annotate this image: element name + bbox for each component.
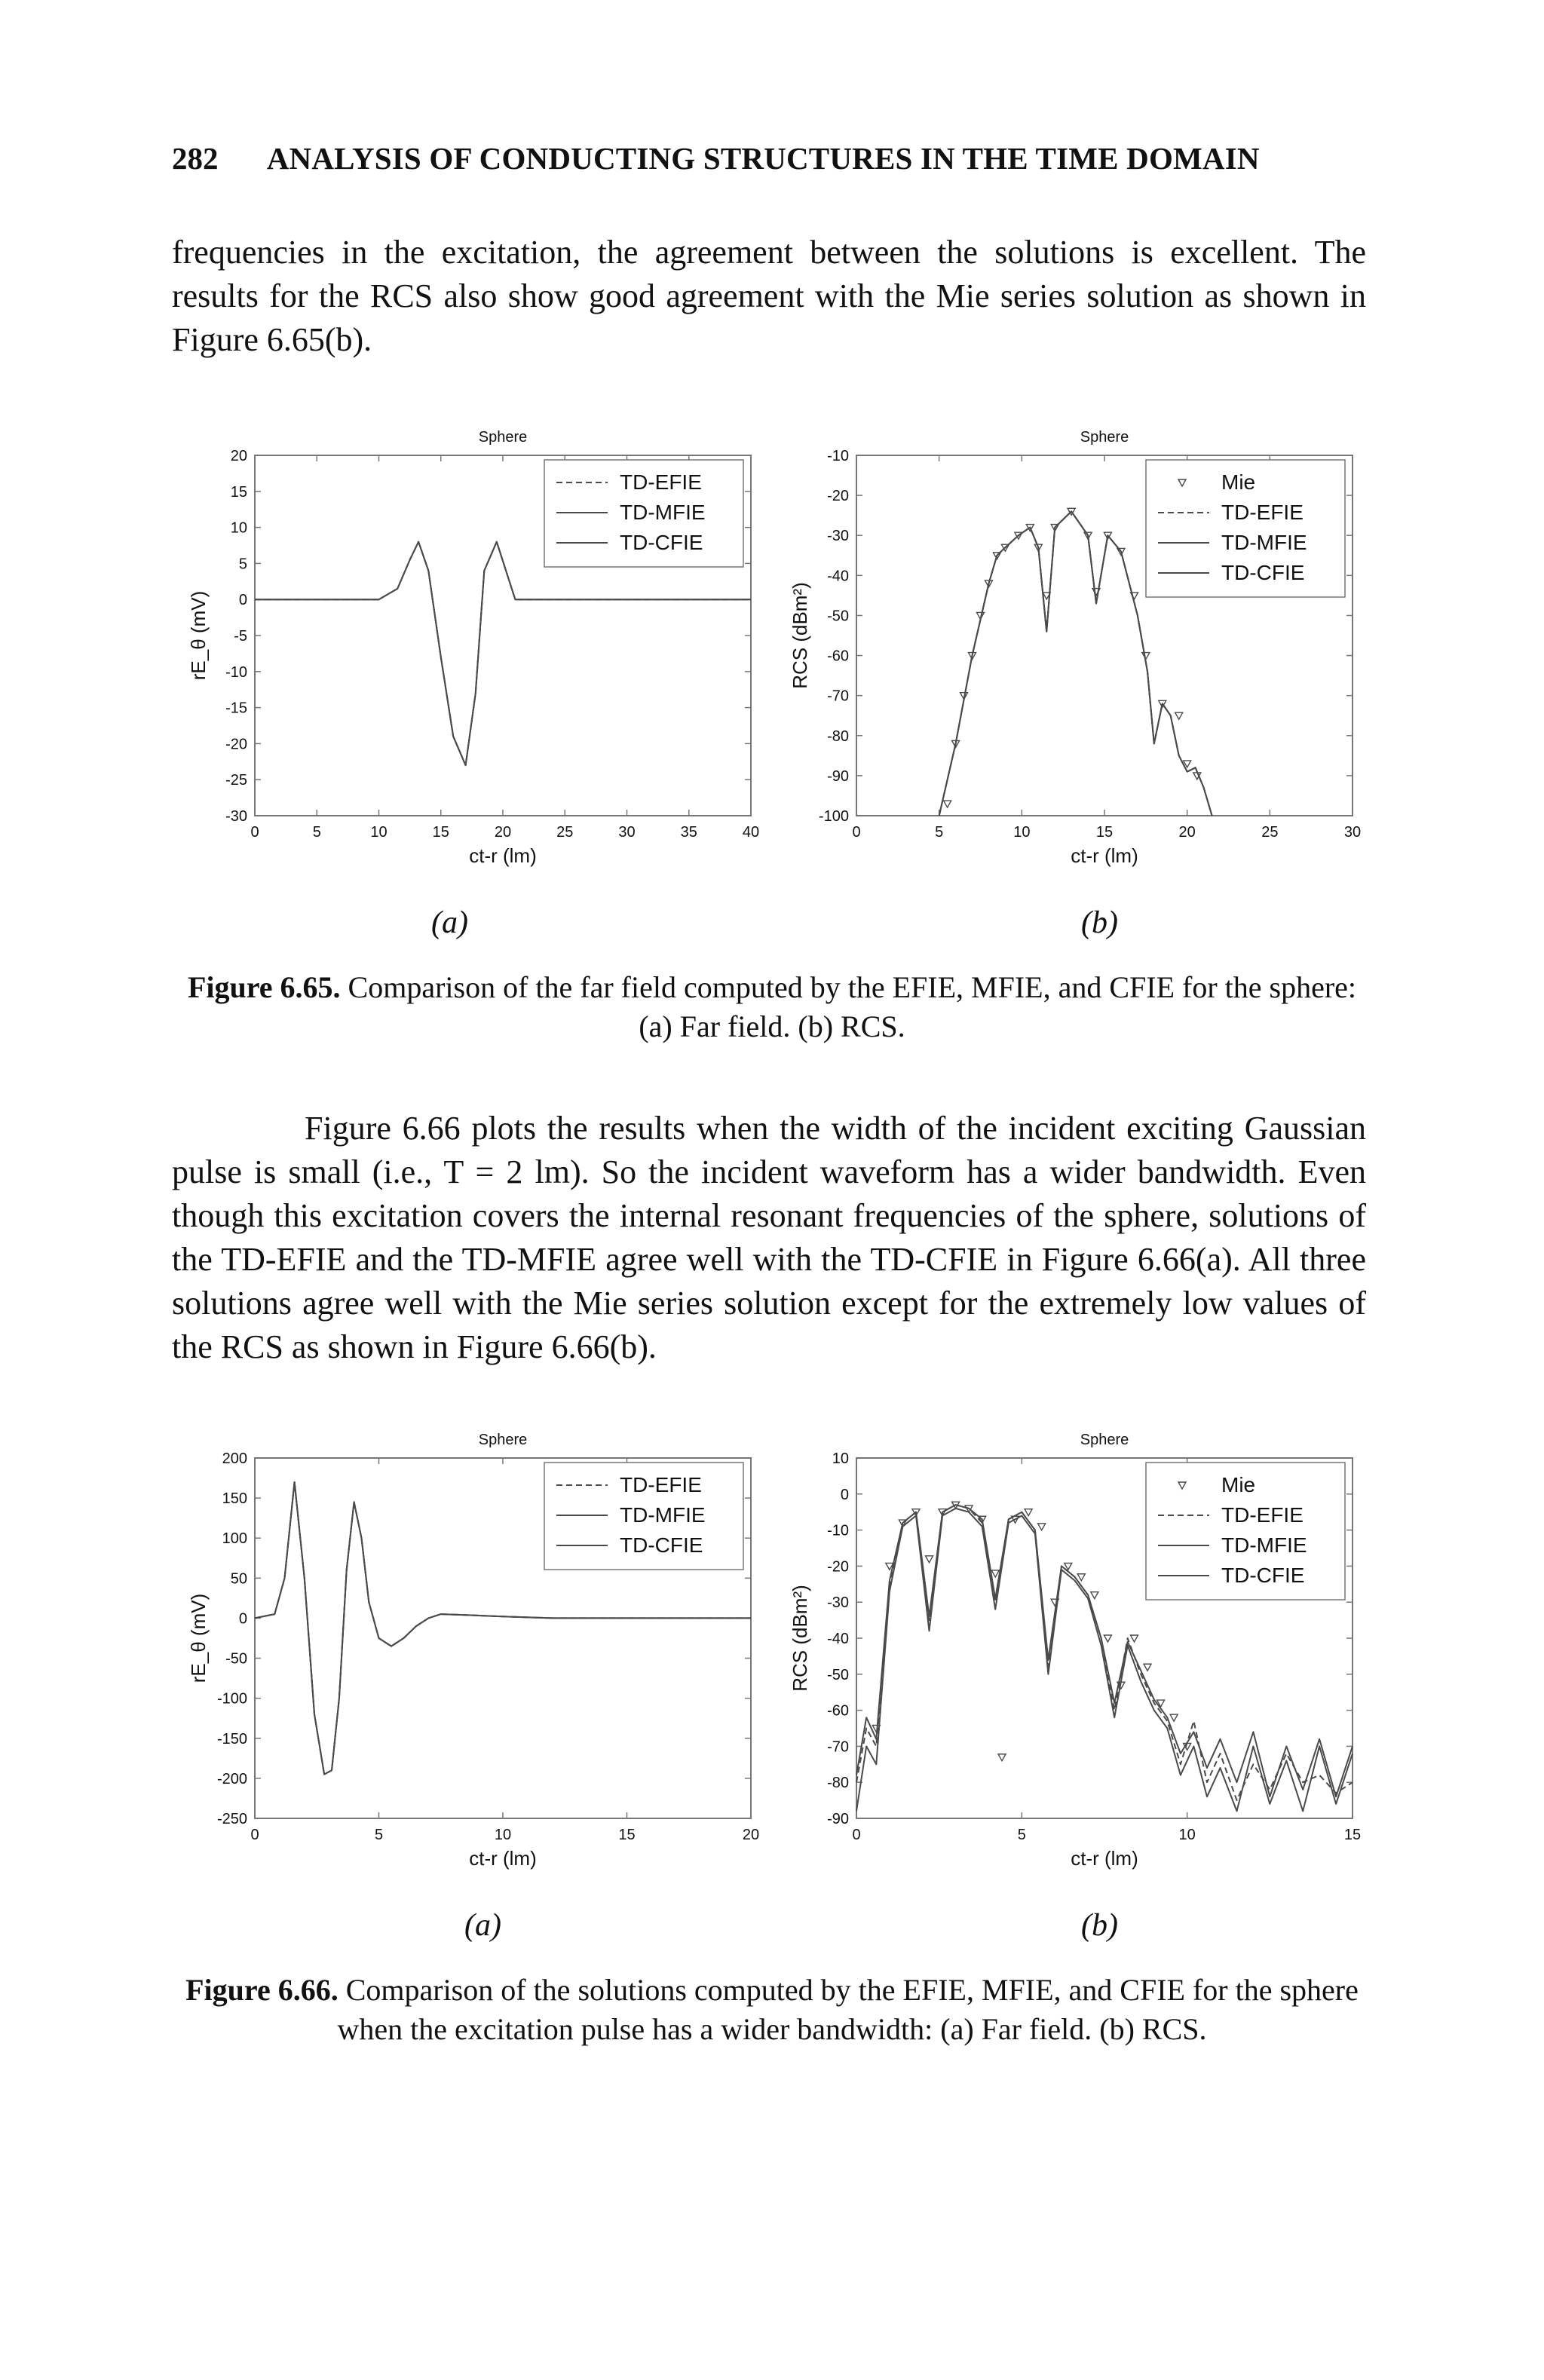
- y-tick-label: 200: [222, 1450, 247, 1467]
- x-tick-label: 30: [618, 824, 636, 841]
- running-title: ANALYSIS OF CONDUCTING STRUCTURES IN THE TIME DOMAIN: [266, 141, 1260, 176]
- y-tick-label: -150: [216, 1730, 247, 1747]
- x-tick-label: 10: [370, 824, 388, 841]
- y-tick-label: -30: [225, 808, 247, 825]
- figure-665-caption-text: Comparison of the far field computed by the EFIE, MFIE, and CFIE for the sphere: (a) Far field. (b) RCS.: [340, 970, 1357, 1043]
- legend-label-td-mfie: TD-MFIE: [620, 1503, 706, 1527]
- y-axis-label: rE_θ (mV): [187, 1593, 210, 1683]
- y-tick-label: -60: [827, 1702, 849, 1720]
- legend-label-td-mfie: TD-MFIE: [1221, 531, 1307, 554]
- figure-665-caption: [181, 968, 1363, 1046]
- y-tick-label: -40: [827, 1631, 849, 1647]
- legend-label-td-efie: TD-EFIE: [620, 1473, 702, 1496]
- x-tick-label: 15: [1343, 1827, 1362, 1843]
- y-tick-label: 0: [238, 1610, 247, 1628]
- y-tick-label: 100: [222, 1530, 247, 1548]
- y-tick-label: -80: [827, 727, 849, 745]
- legend-label-td-efie: TD-EFIE: [1221, 501, 1304, 524]
- y-tick-label: -250: [216, 1811, 247, 1827]
- mie-marker: [1170, 1714, 1178, 1721]
- y-tick-label: -90: [827, 1811, 849, 1827]
- y-tick-label: 10: [230, 519, 247, 537]
- x-tick-label: 10: [1178, 1827, 1196, 1843]
- y-tick-label: -15: [225, 700, 247, 717]
- y-tick-label: -30: [827, 1594, 849, 1612]
- x-tick-label: 20: [1178, 824, 1196, 841]
- x-tick-label: 40: [742, 824, 760, 841]
- mie-marker: [991, 1570, 999, 1577]
- y-tick-label: 5: [238, 556, 247, 573]
- x-tick-label: 5: [935, 824, 944, 841]
- y-axis-label: rE_θ (mV): [187, 590, 210, 681]
- mie-marker: [944, 801, 951, 807]
- x-tick-label: 0: [250, 824, 259, 841]
- y-tick-label: -100: [216, 1690, 247, 1708]
- x-tick-label: 5: [1017, 1827, 1026, 1843]
- y-tick-label: -60: [827, 648, 849, 665]
- y-tick-label: -20: [827, 488, 849, 505]
- y-tick-label: -10: [827, 1522, 849, 1539]
- y-tick-label: -10: [827, 448, 849, 464]
- figure-666-caption: [181, 1971, 1363, 2049]
- chart-svg-fig665b: [764, 407, 1368, 897]
- body-paragraph-2: Figure 6.66 plots the results when the width of the incident exciting Gaussian pulse is small (i.e., T = 2 lm). So the incident waveform has a wider bandwidth. Even though this excitation covers the internal resonant frequencies of the sphere, solutions of the TD-EFIE and the TD-MFIE agree well with the TD-CFIE in Figure 6.66(a). All three solutions agree well with the Mie series solution except for the extremely low values of the RCS as shown in Figure 6.66(b).: [172, 1110, 1366, 1365]
- x-tick-label: 0: [852, 824, 861, 841]
- mie-marker: [1025, 1509, 1032, 1516]
- x-tick-label: 15: [1095, 824, 1114, 841]
- y-tick-label: -20: [225, 736, 247, 753]
- y-tick-label: -10: [225, 663, 247, 681]
- x-tick-label: 35: [680, 824, 697, 841]
- x-tick-label: 5: [374, 1827, 384, 1843]
- y-tick-label: 0: [840, 1486, 849, 1503]
- chart-title: Sphere: [1080, 1432, 1129, 1448]
- chart-svg-fig665a: [163, 407, 766, 897]
- x-tick-label: 5: [312, 824, 321, 841]
- y-tick-label: -100: [818, 808, 849, 825]
- legend-label-td-mfie: TD-MFIE: [620, 501, 706, 524]
- y-tick-label: -70: [827, 688, 849, 705]
- series-line-td-cfie: [255, 542, 751, 765]
- x-tick-label: 0: [852, 1827, 861, 1843]
- x-tick-label: 10: [494, 1827, 512, 1843]
- y-tick-label: -70: [827, 1738, 849, 1756]
- mie-marker: [1038, 1524, 1046, 1530]
- y-axis-label: RCS (dBm²): [789, 582, 811, 689]
- y-tick-label: 10: [832, 1450, 849, 1467]
- mie-marker: [926, 1556, 933, 1563]
- subfigure-label-665b: (b): [1081, 905, 1118, 940]
- figure-666-label: Figure 6.66.: [185, 1973, 339, 2007]
- legend-label-td-mfie: TD-MFIE: [1221, 1533, 1307, 1557]
- y-tick-label: -40: [827, 568, 849, 585]
- chart-fig665a: [163, 407, 766, 897]
- mie-marker: [1091, 1592, 1098, 1599]
- chart-title: Sphere: [1080, 429, 1129, 446]
- legend-label-td-cfie: TD-CFIE: [620, 531, 703, 554]
- mie-marker: [1130, 1635, 1138, 1642]
- y-tick-label: 20: [230, 448, 247, 464]
- y-axis-label: RCS (dBm²): [789, 1585, 811, 1692]
- subfigure-label-666a: (a): [464, 1908, 501, 1943]
- x-tick-label: 25: [1261, 824, 1279, 841]
- legend-label-mie: Mie: [1221, 470, 1256, 494]
- page-number: 282: [172, 141, 219, 176]
- subfigure-label-666b: (b): [1081, 1908, 1118, 1943]
- y-tick-label: -25: [225, 772, 247, 789]
- legend-label-td-efie: TD-EFIE: [620, 470, 702, 494]
- legend-label-td-cfie: TD-CFIE: [1221, 561, 1305, 584]
- x-tick-label: 25: [556, 824, 574, 841]
- mie-marker: [1104, 1635, 1111, 1642]
- y-tick-label: -5: [234, 628, 247, 645]
- y-tick-label: -50: [225, 1650, 247, 1668]
- series-line-td-mfie: [255, 542, 751, 765]
- x-tick-label: 15: [618, 1827, 636, 1843]
- legend-label-td-cfie: TD-CFIE: [1221, 1564, 1305, 1587]
- legend-label-mie: Mie: [1221, 1473, 1256, 1496]
- x-tick-label: 20: [494, 824, 512, 841]
- figure-665-label: Figure 6.65.: [187, 970, 341, 1004]
- legend-label-td-cfie: TD-CFIE: [620, 1533, 703, 1557]
- chart-svg-fig666a: [163, 1410, 766, 1900]
- x-tick-label: 15: [432, 824, 449, 841]
- mie-marker: [1175, 712, 1183, 719]
- x-tick-label: 0: [250, 1827, 259, 1843]
- y-tick-label: -30: [827, 528, 849, 545]
- chart-svg-fig666b: [764, 1410, 1368, 1900]
- chart-title: Sphere: [478, 1432, 528, 1448]
- y-tick-label: -90: [827, 767, 849, 785]
- y-tick-label: -50: [827, 608, 849, 625]
- y-tick-label: 15: [230, 483, 247, 501]
- mie-marker: [1144, 1664, 1151, 1671]
- y-tick-label: -200: [216, 1770, 247, 1787]
- chart-fig666b: [764, 1410, 1368, 1900]
- body-paragraph-1: frequencies in the excitation, the agreement between the solutions is excellent. The results for the RCS also show good agreement with the Mie series solution as shown in Figure 6.65(b).: [172, 234, 1366, 358]
- mie-marker: [1077, 1574, 1085, 1581]
- series-line-td-efie: [255, 542, 751, 765]
- y-tick-label: -50: [827, 1666, 849, 1683]
- y-tick-label: 150: [222, 1490, 247, 1508]
- x-axis-label: ct-r (lm): [469, 1847, 537, 1870]
- chart-title: Sphere: [478, 429, 528, 446]
- legend-label-td-efie: TD-EFIE: [1221, 1503, 1304, 1527]
- y-tick-label: -80: [827, 1775, 849, 1792]
- y-tick-label: 50: [230, 1570, 247, 1588]
- chart-fig666a: [163, 1410, 766, 1900]
- page-header: [172, 140, 1371, 176]
- y-tick-label: 0: [238, 592, 247, 609]
- x-axis-label: ct-r (lm): [1071, 1847, 1138, 1870]
- x-tick-label: 30: [1343, 824, 1362, 841]
- x-tick-label: 10: [1013, 824, 1031, 841]
- subfigure-label-665a: (a): [431, 905, 468, 940]
- x-tick-label: 20: [742, 1827, 760, 1843]
- figure-666-caption-text: Comparison of the solutions computed by the EFIE, MFIE, and CFIE for the sphere when the excitation pulse has a wider bandwidth: (a) Far field. (b) RCS.: [337, 1973, 1359, 2046]
- y-tick-label: -20: [827, 1558, 849, 1576]
- x-axis-label: ct-r (lm): [469, 844, 537, 867]
- chart-fig665b: [764, 407, 1368, 897]
- mie-marker: [998, 1754, 1006, 1761]
- x-axis-label: ct-r (lm): [1071, 844, 1138, 867]
